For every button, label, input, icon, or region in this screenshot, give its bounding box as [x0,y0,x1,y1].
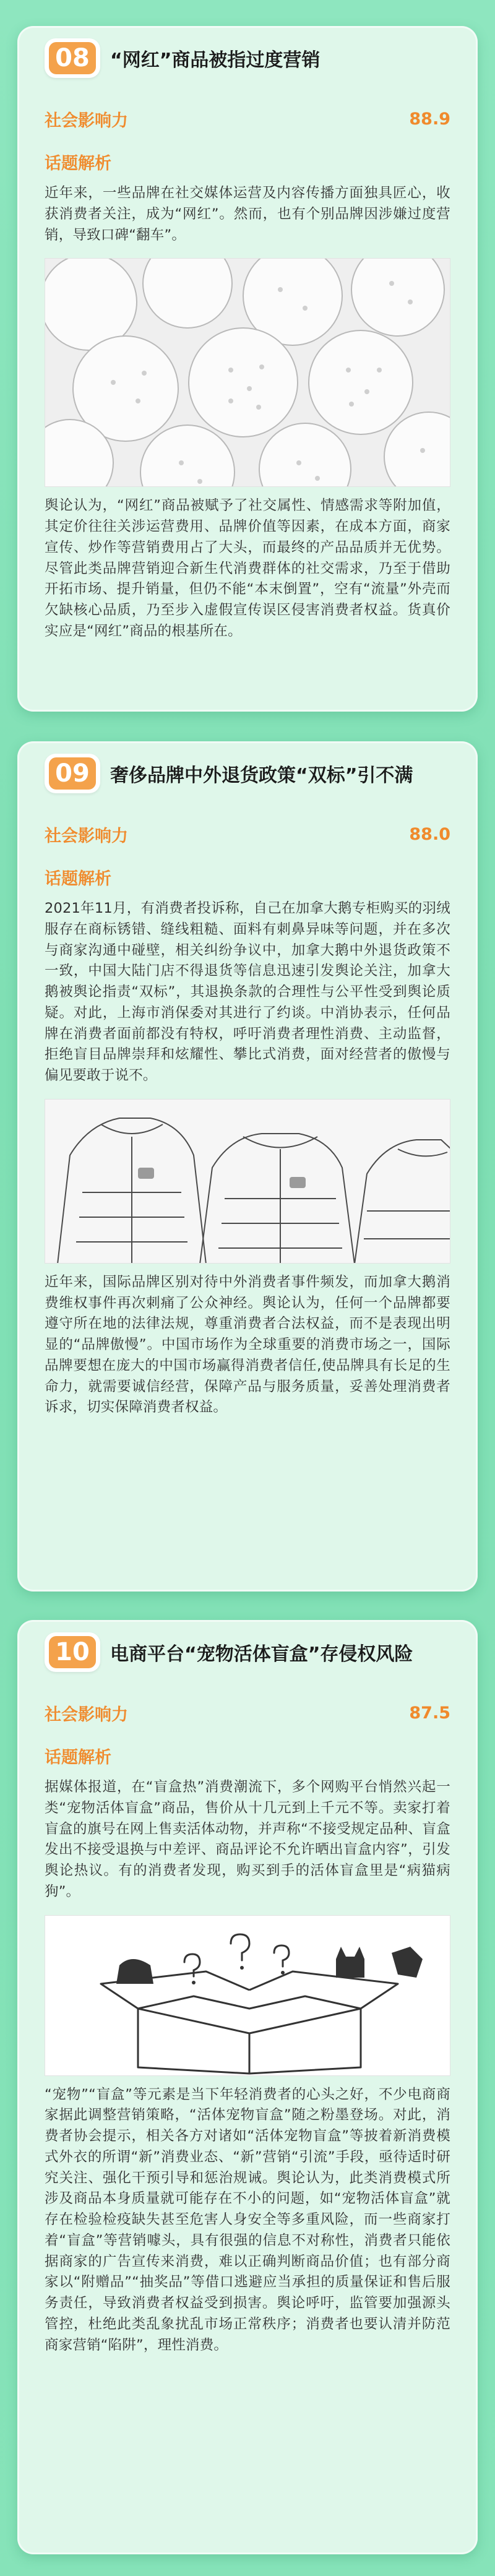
pastry-image [45,258,450,487]
blind-box-illustration [45,1915,450,2076]
score-label: 社会影响力 [45,826,128,846]
analysis-heading: 话题解析 [45,154,111,173]
rank-badge [45,1632,100,1672]
card-header [45,1626,450,1678]
rank-number: 09 [49,757,96,790]
rank-number: 10 [49,1636,96,1668]
topic-card-08 [17,26,478,712]
rank-badge [45,38,100,78]
analysis-paragraph: 据媒体报道，在“盲盒热”消费潮流下，多个网购平台悄然兴起一类“宠物活体盲盒”商品，售价从十几元到上千元不等。卖家打着盲盒的旗号在网上售卖活体动物，并声称“不接受规定品种、盲盒发出不接受退换与中差评、商品评论不允许晒出盲盒内容”，引发舆论热议。有的消费者发现，购买到手的活体盲盒里是“病猫病狗”。 [45,1779,450,1900]
score-label: 社会影响力 [45,111,128,131]
rank-number: 08 [49,42,96,74]
card-header [45,747,450,799]
analysis-paragraph: 2021年11月，有消费者投诉称，自己在加拿大鹅专柜购买的羽绒服存在商标锈错、缝线粗糙、面料有刺鼻异味等问题，并在多次与商家沟通中碰壁，相关纠纷争议中，加拿大鹅中外退货政策不一致，中国大陆门店不得退货等信息迅速引发舆论关注，加拿大鹅被舆论指责“双标”，其退换条款的合理性与公平性受到舆论质疑。对此，上海市消保委对其进行了约谈。中消协表示，任何品牌在消费者面前都没有特权，呼吁消费者理性消费、主动监督，拒绝盲目品牌崇拜和炫耀性、攀比式消费，面对经营者的傲慢与偏见要敢于说不。 [45,900,450,1083]
score-row [45,106,450,131]
score-value: 87.5 [409,1703,450,1723]
analysis-paragraph-2: 近年来，国际品牌区别对待中外消费者事件频发，而加拿大鹅消费维权事件再次刺痛了公众神经。舆论认为，任何一个品牌都要遵守所在地的法律法规，尊重消费者合法权益，而不是表现出明显的“品牌傲慢”。中国市场作为全球重要的消费市场之一，国际品牌要想在庞大的中国市场赢得消费者信任,使品牌具有长足的生命力，就需要诚信经营，保障产品与服务质量，妥善处理消费者诉求，切实保障消费者权益。 [45,1273,450,1416]
topic-title: 电商平台“宠物活体盲盒”存侵权风险 [110,1643,413,1665]
analysis-heading: 话题解析 [45,1748,111,1767]
score-label: 社会影响力 [45,1705,128,1725]
rank-badge [45,754,100,793]
analysis-paragraph: 近年来，一些品牌在社交媒体运营及内容传播方面独具匠心，收获消费者关注，成为“网红”。然而，也有个别品牌因涉嫌过度营销，导致口碑“翻车”。 [45,185,450,243]
topic-card-09 [17,741,478,1592]
topic-title: 奢侈品牌中外退货政策“双标”引不满 [110,765,413,786]
score-row [45,1700,450,1725]
score-value: 88.9 [409,109,450,129]
analysis-paragraph-2: 舆论认为，“网红”商品被赋予了社交属性、情感需求等附加值，其定价往往关涉运营费用、品牌价值等因素，在成本方面，商家宣传、炒作等营销费用占了大头，而最终的产品品质并无优势。尽管此类品牌营销迎合新生代消费群体的社交需求，乃至于借助开拓市场、提升销量，但仍不能“本末倒置”，空有“流量”外壳而欠缺核心品质，乃至步入虚假宣传误区侵害消费者权益。货真价实应是“网红”商品的根基所在。 [45,498,450,639]
analysis-paragraph-2: “宠物”“盲盒”等元素是当下年轻消费者的心头之好，不少电商商家据此调整营销策略，“活体宠物盲盒”随之粉墨登场。对此，消费者协会提示，相关各方对诸如“活体宠物盲盒”等披着新消费模式外衣的所谓“新”消费业态、“新”营销“引流”手段，亟待适时研究关注、强化干预引导和惩治规诫。舆论认为，此类消费模式所涉及商品本身质量就可能存在不小的问题，如“宠物活体盲盒”就存在检验检疫缺失甚至危害人身安全等多重风险，而一些商家打着“盲盒”等营销噱头，具有很强的信息不对称性，消费者只能依据商家的广告宣传来消费，难以正确判断商品价值；也有部分商家以“附赠品”“抽奖品”等借口逃避应当承担的质量保证和售后服务责任，导致消费者权益受到损害。舆论呼吁，监管要加强源头管控，杜绝此类乱象扰乱市场正常秩序；消费者也要认清并防范商家营销“陷阱”，理性消费。 [45,2086,450,2353]
down-jacket-image [45,1099,450,1264]
topic-card-10 [17,1620,478,2554]
score-value: 88.0 [409,824,450,844]
card-header [45,32,450,84]
analysis-heading: 话题解析 [45,869,111,889]
score-row [45,822,450,846]
topic-title: “网红”商品被指过度营销 [110,50,321,71]
